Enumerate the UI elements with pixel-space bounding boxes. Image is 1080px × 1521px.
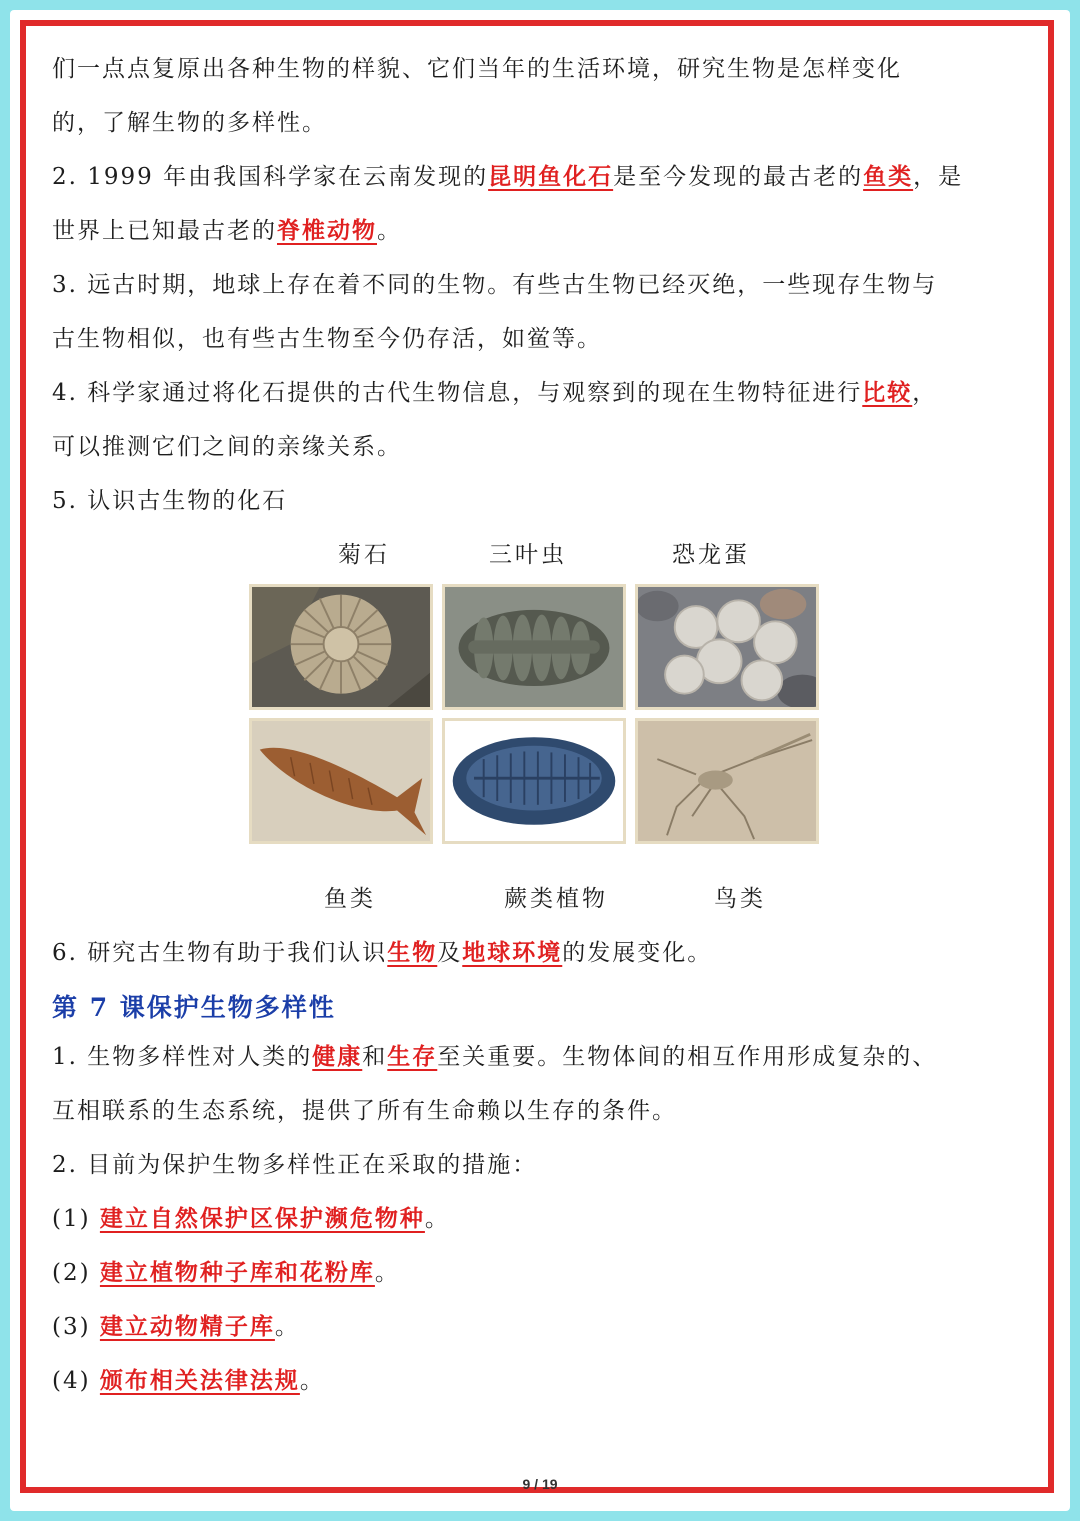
measure-1-num: (1) xyxy=(52,1206,91,1232)
item-2-line-1 xyxy=(52,150,1037,204)
fossil-bottom-captions xyxy=(52,872,1037,926)
dinosaur-egg-image xyxy=(635,584,819,710)
measure-4-end: 。 xyxy=(299,1368,325,1394)
measure-3-end: 。 xyxy=(274,1314,300,1340)
measure-3 xyxy=(52,1300,1037,1354)
highlight-fish: 鱼类 xyxy=(863,163,914,190)
caption-ammonite: 菊石 xyxy=(338,542,390,568)
measure-1-text: 建立自然保护区保护濒危物种 xyxy=(99,1205,425,1232)
fossil-top-captions xyxy=(52,528,1037,582)
ammonite-image xyxy=(249,584,433,710)
measure-2 xyxy=(52,1246,1037,1300)
measure-2-num: (2) xyxy=(52,1260,91,1286)
page-number: 9 / 19 xyxy=(522,1476,558,1492)
caption-dinosaur-egg: 恐龙蛋 xyxy=(672,542,750,568)
fern-fossil-image xyxy=(442,718,626,844)
measure-1 xyxy=(52,1192,1037,1246)
item-2-line2-text: 世界上已知最古老的 xyxy=(52,218,277,244)
measure-2-text: 建立植物种子库和花粉库 xyxy=(99,1259,375,1286)
item-4-line-2: 可以推测它们之间的亲缘关系。 xyxy=(52,434,402,460)
highlight-kunming-fish: 昆明鱼化石 xyxy=(488,163,614,190)
item-6-line-1 xyxy=(52,926,1037,980)
measure-4-text: 颁布相关法律法规 xyxy=(99,1367,300,1394)
lesson-7-p2: 2. 目前为保护生物多样性正在采取的措施： xyxy=(52,1152,538,1178)
highlight-health: 健康 xyxy=(312,1043,363,1070)
trilobite-image xyxy=(442,584,626,710)
item-3-line-2: 古生物相似，也有些古生物至今仍存活，如鲎等。 xyxy=(52,326,602,352)
item-5-line-1: 5. 认识古生物的化石 xyxy=(52,488,288,514)
item-3-line-1: 3. 远古时期，地球上存在着不同的生物。有些古生物已经灭绝，一些现存生物与 xyxy=(52,272,938,298)
page-content xyxy=(52,42,1037,1408)
measure-3-text: 建立动物精子库 xyxy=(99,1313,275,1340)
measure-2-end: 。 xyxy=(374,1260,400,1286)
caption-trilobite: 三叶虫 xyxy=(489,542,567,568)
lesson-7-p1-line-2: 互相联系的生态系统，提供了所有生命赖以生存的条件。 xyxy=(52,1098,677,1124)
measure-3-num: (3) xyxy=(52,1314,91,1340)
p1-end: 至关重要。生物体间的相互作用形成复杂的、 xyxy=(437,1044,938,1070)
p1-mid: 和 xyxy=(362,1044,388,1070)
p1-prefix: 1. 生物多样性对人类的 xyxy=(52,1044,313,1070)
lesson-7-p1-line-1 xyxy=(52,1030,1037,1084)
item-2-prefix: 2. 1999 年由我国科学家在云南发现的 xyxy=(52,164,489,190)
item-2-line-2 xyxy=(52,204,1037,258)
highlight-organisms: 生物 xyxy=(387,939,438,966)
bird-fossil-image xyxy=(635,718,819,844)
caption-fern: 蕨类植物 xyxy=(504,886,608,912)
lesson-7-heading: 第 7 课保护生物多样性 xyxy=(52,993,336,1022)
measure-4 xyxy=(52,1354,1037,1408)
item-4-prefix: 4. 科学家通过将化石提供的古代生物信息，与观察到的现在生物特征进行 xyxy=(52,380,863,406)
fish-fossil-image xyxy=(249,718,433,844)
item-6-prefix: 6. 研究古生物有助于我们认识 xyxy=(52,940,388,966)
caption-fish: 鱼类 xyxy=(324,886,376,912)
item-6-end: 的发展变化。 xyxy=(562,940,713,966)
highlight-vertebrate: 脊椎动物 xyxy=(277,217,377,244)
item-2-end: ，是 xyxy=(913,164,964,190)
item-2-line2-end: 。 xyxy=(377,218,402,244)
highlight-compare: 比较 xyxy=(862,379,913,406)
measure-1-end: 。 xyxy=(424,1206,450,1232)
highlight-earth-environment: 地球环境 xyxy=(462,939,563,966)
fossil-image-grid xyxy=(52,582,1037,872)
item-6-mid: 及 xyxy=(437,940,463,966)
measure-4-num: (4) xyxy=(52,1368,91,1394)
item-4-end: ， xyxy=(912,380,938,406)
intro-line-1: 们一点点复原出各种生物的样貌、它们当年的生活环境，研究生物是怎样变化 xyxy=(52,56,902,82)
item-4-line-1 xyxy=(52,366,1037,420)
item-2-mid: 是至今发现的最古老的 xyxy=(613,164,864,190)
caption-bird: 鸟类 xyxy=(714,886,766,912)
intro-line-2: 的，了解生物的多样性。 xyxy=(52,110,327,136)
highlight-survival: 生存 xyxy=(387,1043,438,1070)
